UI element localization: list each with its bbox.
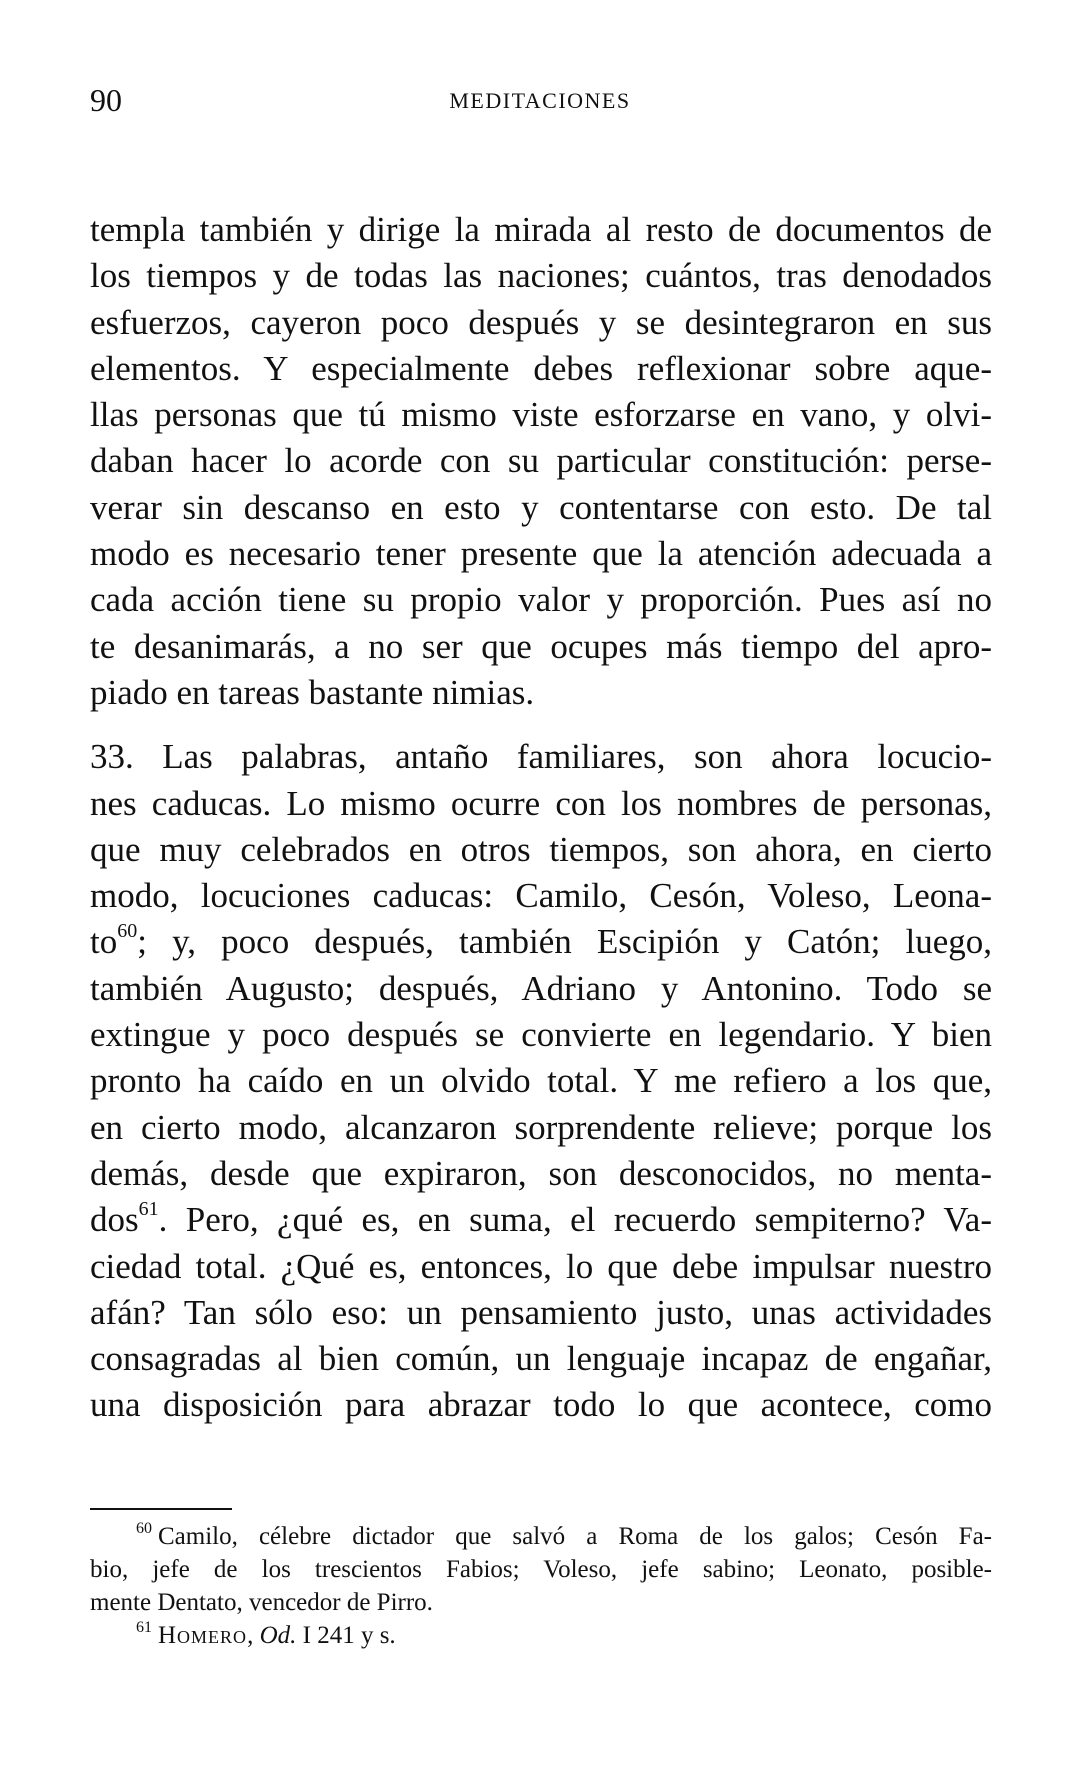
- body-text: [90, 207, 992, 1429]
- text-line: en cierto modo, alcanzaron sorprendente relieve; porque los: [90, 1107, 992, 1147]
- footnote-marker: 61: [136, 1618, 152, 1636]
- footnote-ref-61[interactable]: 61: [138, 1197, 159, 1220]
- text-line: también Augusto; después, Adriano y Antonino. Todo se: [90, 968, 992, 1008]
- text-line: que muy celebrados en otros tiempos, son ahora, en cierto: [90, 829, 992, 869]
- footnote-line: [90, 1520, 992, 1553]
- text-fragment: Camilo, célebre dictador que salvó a Roma de los galos; Cesón Fa-: [158, 1523, 992, 1550]
- footnote-divider: [90, 1508, 232, 1510]
- author-name: Homero: [158, 1622, 248, 1649]
- text-line: daban hacer lo acorde con su particular constitución: perse-: [90, 441, 992, 481]
- text-line: 33. Las palabras, antaño familiares, son ahora locucio-: [90, 737, 992, 777]
- text-fragment: I 241 y s.: [296, 1622, 396, 1649]
- text-line: elementos. Y especialmente debes reflexionar sobre aque-: [90, 348, 992, 388]
- text-line: ciedad total. ¿Qué es, entonces, lo que debe impulsar nuestro: [90, 1246, 992, 1286]
- text-line: te desanimarás, a no ser que ocupes más tiempo del apro-: [90, 626, 992, 666]
- footnotes: [90, 1520, 992, 1652]
- text-line: los tiempos y de todas las naciones; cuántos, tras denodados: [90, 256, 992, 296]
- footnote-ref-60[interactable]: 60: [117, 919, 138, 942]
- text-line: modo es necesario tener presente que la atención adecuada a: [90, 534, 992, 574]
- text-line: templa también y dirige la mirada al resto de documentos de: [90, 210, 992, 249]
- page-header: [90, 80, 990, 130]
- text-line: [52, 919, 992, 965]
- text-line: cada acción tiene su propio valor y proporción. Pues así no: [90, 580, 992, 620]
- work-title: Od.: [259, 1622, 297, 1649]
- footnote-line: mente Dentato, vencedor de Pirro.: [90, 1589, 433, 1616]
- text-line: piado en tareas bastante nimias.: [90, 672, 535, 712]
- text-line: consagradas al bien común, un lenguaje incapaz de engañar,: [90, 1339, 992, 1379]
- paragraph-33: [90, 734, 992, 1428]
- paragraph-continuation: [90, 207, 992, 716]
- text-line: una disposición para abrazar todo lo que acontece, como: [90, 1385, 992, 1425]
- text-fragment: . Pero, ¿qué es, en suma, el recuerdo sempiterno? Va-: [158, 1200, 992, 1240]
- text-line: afán? Tan sólo eso: un pensamiento justo, unas actividades: [90, 1292, 992, 1332]
- text-fragment: dos: [90, 1200, 139, 1240]
- running-title: MEDITACIONES: [449, 88, 631, 113]
- page-number: 90: [90, 82, 122, 118]
- text-line: llas personas que tú mismo viste esforzarse en vano, y olvi-: [90, 395, 992, 435]
- text-line: esfuerzos, cayeron poco después y se desintegraron en sus: [90, 302, 992, 342]
- text-line: pronto ha caído en un olvido total. Y me refiero a los que,: [90, 1061, 992, 1101]
- text-fragment: ,: [247, 1622, 260, 1649]
- footnote-line: [90, 1619, 992, 1652]
- footnote-61: [90, 1619, 992, 1652]
- footnote-60: [90, 1520, 992, 1619]
- text-line: demás, desde que expiraron, son desconocidos, no menta-: [90, 1153, 992, 1193]
- text-line: [52, 1197, 992, 1243]
- text-line: extingue y poco después se convierte en legendario. Y bien: [90, 1015, 992, 1055]
- footnote-line: bio, jefe de los trescientos Fabios; Voleso, jefe sabino; Leonato, posible-: [90, 1556, 992, 1583]
- footnote-marker: 60: [136, 1519, 152, 1537]
- text-fragment: ; y, poco después, también Escipión y Catón; luego,: [137, 922, 992, 962]
- text-line: modo, locuciones caducas: Camilo, Cesón, Voleso, Leona-: [90, 876, 992, 916]
- text-line: nes caducas. Lo mismo ocurre con los nombres de personas,: [90, 783, 992, 823]
- text-fragment: to: [90, 922, 118, 962]
- text-line: verar sin descanso en esto y contentarse con esto. De tal: [90, 487, 992, 527]
